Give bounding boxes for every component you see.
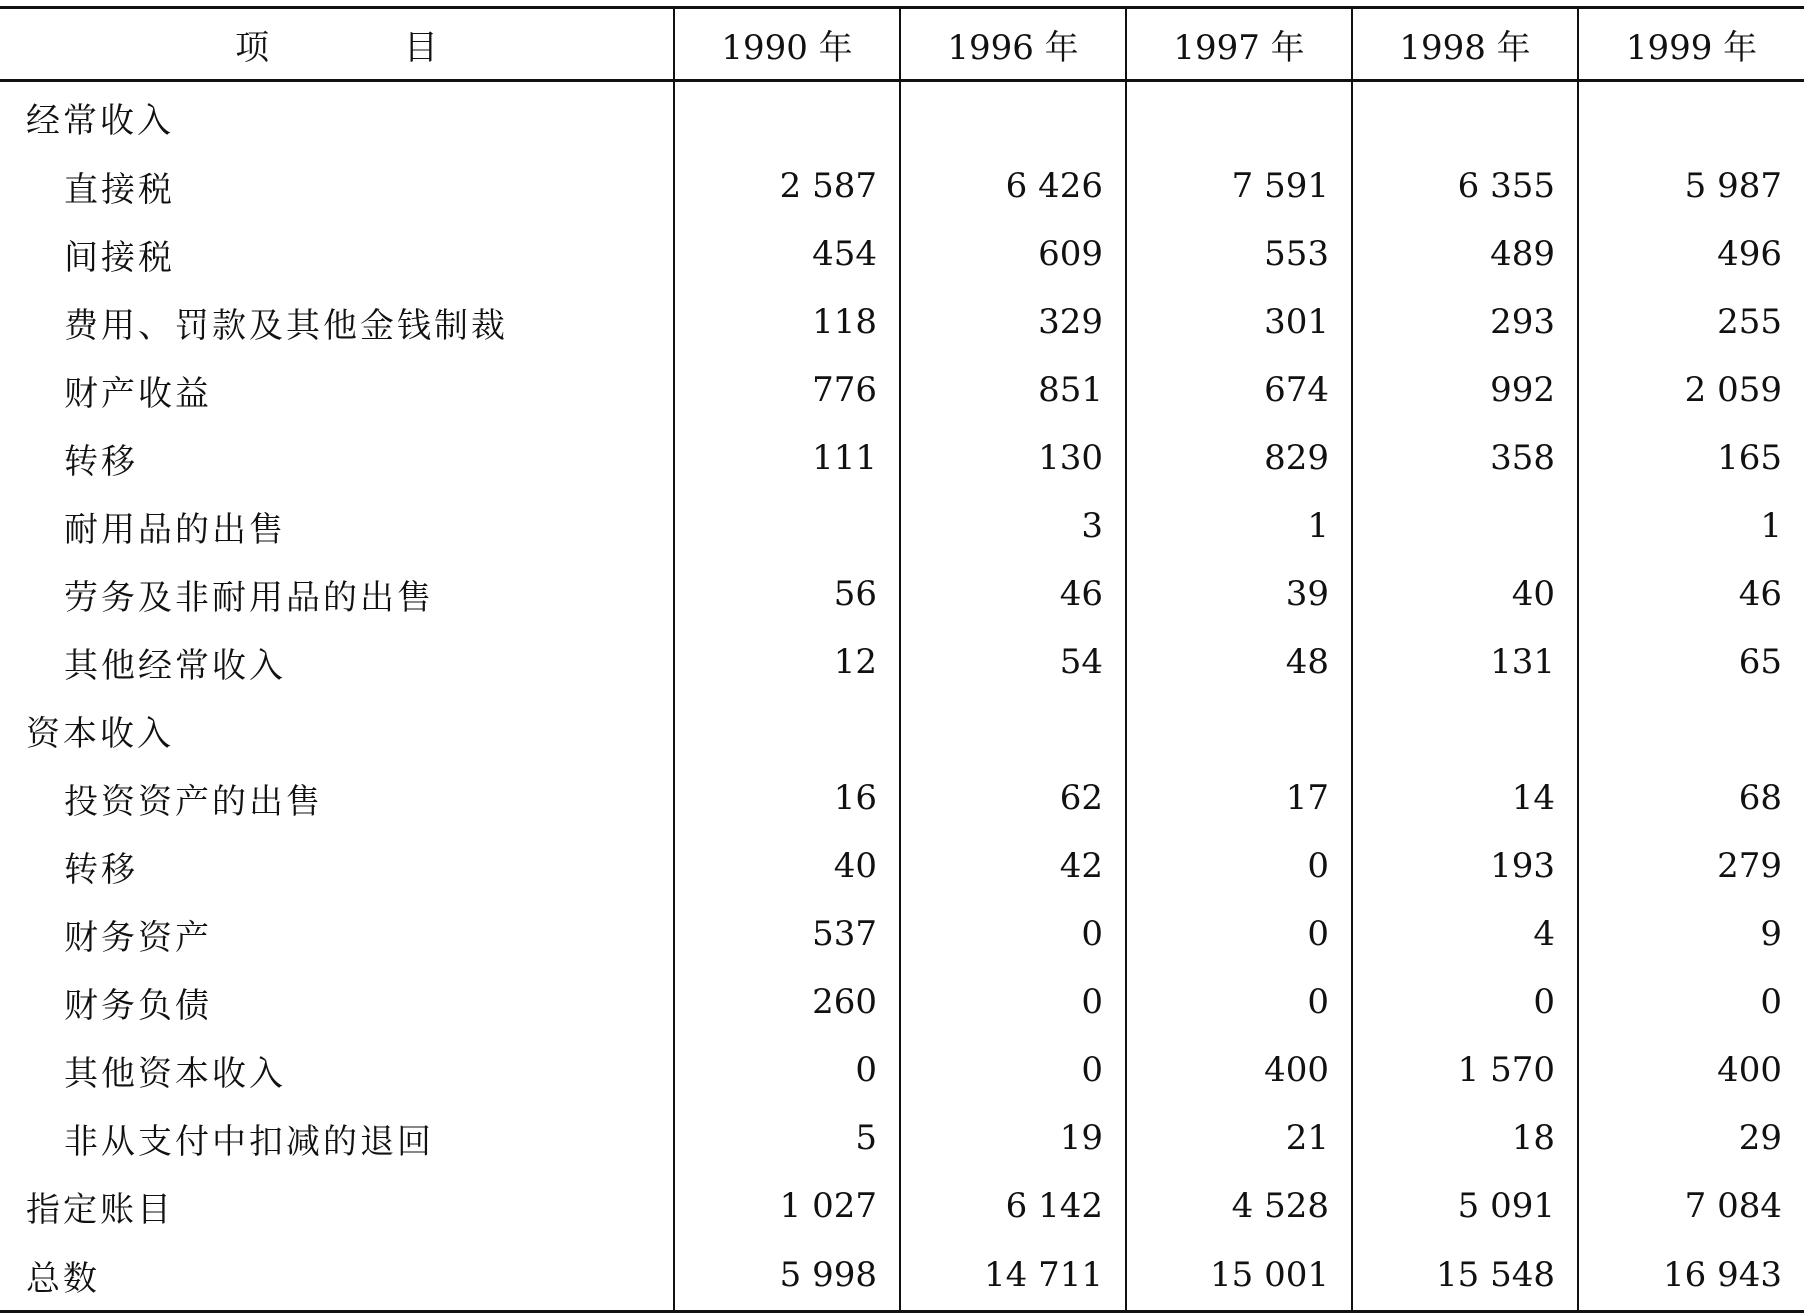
value-cell-1997: 39 <box>1126 560 1352 628</box>
row-group-label: 资本收入 <box>26 713 174 754</box>
value-cell-1990 <box>674 492 900 560</box>
row-item-label: 非从支付中扣减的退回 <box>64 1121 434 1162</box>
value-cell-1990: 1 027 <box>674 1172 900 1240</box>
value-cell-1999: 46 <box>1578 560 1804 628</box>
value-cell-1996: 3 <box>900 492 1126 560</box>
value-cell-1998: 0 <box>1352 968 1578 1036</box>
year-header-1996: 1996 年 <box>900 8 1126 81</box>
value-cell-1999: 9 <box>1578 900 1804 968</box>
value-cell-1996: 19 <box>900 1104 1126 1172</box>
table-row <box>0 152 1804 220</box>
value-cell-1997: 301 <box>1126 288 1352 356</box>
value-cell-1997: 21 <box>1126 1104 1352 1172</box>
value-cell-1998: 489 <box>1352 220 1578 288</box>
value-cell-1997: 0 <box>1126 832 1352 900</box>
value-cell-1997: 1 <box>1126 492 1352 560</box>
table-row <box>0 968 1804 1036</box>
table-row <box>0 764 1804 832</box>
table-row <box>0 424 1804 492</box>
value-cell-1990: 2 587 <box>674 152 900 220</box>
value-cell-1999 <box>1578 81 1804 153</box>
row-group-label: 经常收入 <box>26 100 174 141</box>
value-cell-1999: 496 <box>1578 220 1804 288</box>
row-group-label: 总数 <box>0 1240 674 1312</box>
item-column-header: 项 目 <box>0 8 674 81</box>
row-item-label: 间接税 <box>64 237 175 278</box>
value-cell-1997: 48 <box>1126 628 1352 696</box>
value-cell-1999: 255 <box>1578 288 1804 356</box>
value-cell-1996 <box>900 696 1126 764</box>
revenue-table <box>0 6 1804 1313</box>
year-header-1990: 1990 年 <box>674 8 900 81</box>
header-row <box>0 8 1804 81</box>
value-cell-1990: 56 <box>674 560 900 628</box>
value-cell-1990: 454 <box>674 220 900 288</box>
value-cell-1996: 54 <box>900 628 1126 696</box>
value-cell-1998 <box>1352 81 1578 153</box>
value-cell-1997: 17 <box>1126 764 1352 832</box>
value-cell-1990: 16 <box>674 764 900 832</box>
value-cell-1997: 553 <box>1126 220 1352 288</box>
table-row <box>0 628 1804 696</box>
value-cell-1998: 358 <box>1352 424 1578 492</box>
value-cell-1998: 6 355 <box>1352 152 1578 220</box>
value-cell-1997: 15 001 <box>1126 1240 1352 1312</box>
value-cell-1996: 609 <box>900 220 1126 288</box>
value-cell-1990: 12 <box>674 628 900 696</box>
year-header-1999: 1999 年 <box>1578 8 1804 81</box>
value-cell-1999: 29 <box>1578 1104 1804 1172</box>
row-item-label: 其他经常收入 <box>64 645 286 686</box>
table-row <box>0 1240 1804 1312</box>
year-header-1998: 1998 年 <box>1352 8 1578 81</box>
value-cell-1996: 0 <box>900 968 1126 1036</box>
value-cell-1996: 46 <box>900 560 1126 628</box>
row-item-label: 耐用品的出售 <box>64 509 286 550</box>
value-cell-1997 <box>1126 696 1352 764</box>
value-cell-1998: 1 570 <box>1352 1036 1578 1104</box>
value-cell-1990: 5 <box>674 1104 900 1172</box>
value-cell-1999: 165 <box>1578 424 1804 492</box>
value-cell-1997: 400 <box>1126 1036 1352 1104</box>
row-item-label: 转移 <box>64 849 138 890</box>
table-row <box>0 900 1804 968</box>
value-cell-1998: 40 <box>1352 560 1578 628</box>
row-item-label: 投资资产的出售 <box>64 781 323 822</box>
value-cell-1997: 674 <box>1126 356 1352 424</box>
value-cell-1999: 16 943 <box>1578 1240 1804 1312</box>
value-cell-1998: 14 <box>1352 764 1578 832</box>
value-cell-1999: 400 <box>1578 1036 1804 1104</box>
value-cell-1996: 0 <box>900 900 1126 968</box>
value-cell-1990: 40 <box>674 832 900 900</box>
table-body <box>0 81 1804 1312</box>
value-cell-1998: 18 <box>1352 1104 1578 1172</box>
row-group-label: 指定账目 <box>26 1189 174 1230</box>
table-row <box>0 492 1804 560</box>
value-cell-1996 <box>900 81 1126 153</box>
value-cell-1998: 193 <box>1352 832 1578 900</box>
value-cell-1998: 992 <box>1352 356 1578 424</box>
value-cell-1998: 131 <box>1352 628 1578 696</box>
value-cell-1996: 851 <box>900 356 1126 424</box>
table-row <box>0 696 1804 764</box>
value-cell-1997: 0 <box>1126 968 1352 1036</box>
value-cell-1999: 279 <box>1578 832 1804 900</box>
table-row <box>0 81 1804 153</box>
value-cell-1998 <box>1352 492 1578 560</box>
value-cell-1999: 65 <box>1578 628 1804 696</box>
row-item-label: 直接税 <box>64 169 175 210</box>
table-row <box>0 1036 1804 1104</box>
value-cell-1997: 4 528 <box>1126 1172 1352 1240</box>
value-cell-1998: 4 <box>1352 900 1578 968</box>
value-cell-1990 <box>674 696 900 764</box>
table-row <box>0 1172 1804 1240</box>
value-cell-1996: 0 <box>900 1036 1126 1104</box>
value-cell-1999: 0 <box>1578 968 1804 1036</box>
value-cell-1997: 7 591 <box>1126 152 1352 220</box>
value-cell-1996: 329 <box>900 288 1126 356</box>
value-cell-1990: 111 <box>674 424 900 492</box>
row-item-label: 劳务及非耐用品的出售 <box>64 577 434 618</box>
value-cell-1990: 0 <box>674 1036 900 1104</box>
value-cell-1990 <box>674 81 900 153</box>
table-row <box>0 356 1804 424</box>
value-cell-1997 <box>1126 81 1352 153</box>
value-cell-1996: 14 711 <box>900 1240 1126 1312</box>
table-row <box>0 832 1804 900</box>
value-cell-1997: 829 <box>1126 424 1352 492</box>
table-row <box>0 1104 1804 1172</box>
value-cell-1999: 7 084 <box>1578 1172 1804 1240</box>
row-item-label: 费用、罚款及其他金钱制裁 <box>64 305 508 346</box>
value-cell-1990: 118 <box>674 288 900 356</box>
row-item-label: 财务负债 <box>64 985 212 1026</box>
table-row <box>0 560 1804 628</box>
value-cell-1990: 537 <box>674 900 900 968</box>
value-cell-1990: 5 998 <box>674 1240 900 1312</box>
value-cell-1999: 2 059 <box>1578 356 1804 424</box>
value-cell-1999: 1 <box>1578 492 1804 560</box>
value-cell-1996: 130 <box>900 424 1126 492</box>
table-row <box>0 220 1804 288</box>
value-cell-1999: 5 987 <box>1578 152 1804 220</box>
row-item-label: 财务资产 <box>64 917 212 958</box>
table-row <box>0 288 1804 356</box>
value-cell-1998: 293 <box>1352 288 1578 356</box>
row-item-label: 转移 <box>64 441 138 482</box>
value-cell-1998: 15 548 <box>1352 1240 1578 1312</box>
value-cell-1996: 6 142 <box>900 1172 1126 1240</box>
value-cell-1990: 260 <box>674 968 900 1036</box>
value-cell-1998: 5 091 <box>1352 1172 1578 1240</box>
value-cell-1996: 42 <box>900 832 1126 900</box>
value-cell-1990: 776 <box>674 356 900 424</box>
row-item-label: 财产收益 <box>64 373 212 414</box>
value-cell-1996: 62 <box>900 764 1126 832</box>
row-item-label: 其他资本收入 <box>64 1053 286 1094</box>
revenue-table-container <box>0 6 1804 1313</box>
value-cell-1996: 6 426 <box>900 152 1126 220</box>
year-header-1997: 1997 年 <box>1126 8 1352 81</box>
value-cell-1999 <box>1578 696 1804 764</box>
value-cell-1999: 68 <box>1578 764 1804 832</box>
value-cell-1998 <box>1352 696 1578 764</box>
value-cell-1997: 0 <box>1126 900 1352 968</box>
